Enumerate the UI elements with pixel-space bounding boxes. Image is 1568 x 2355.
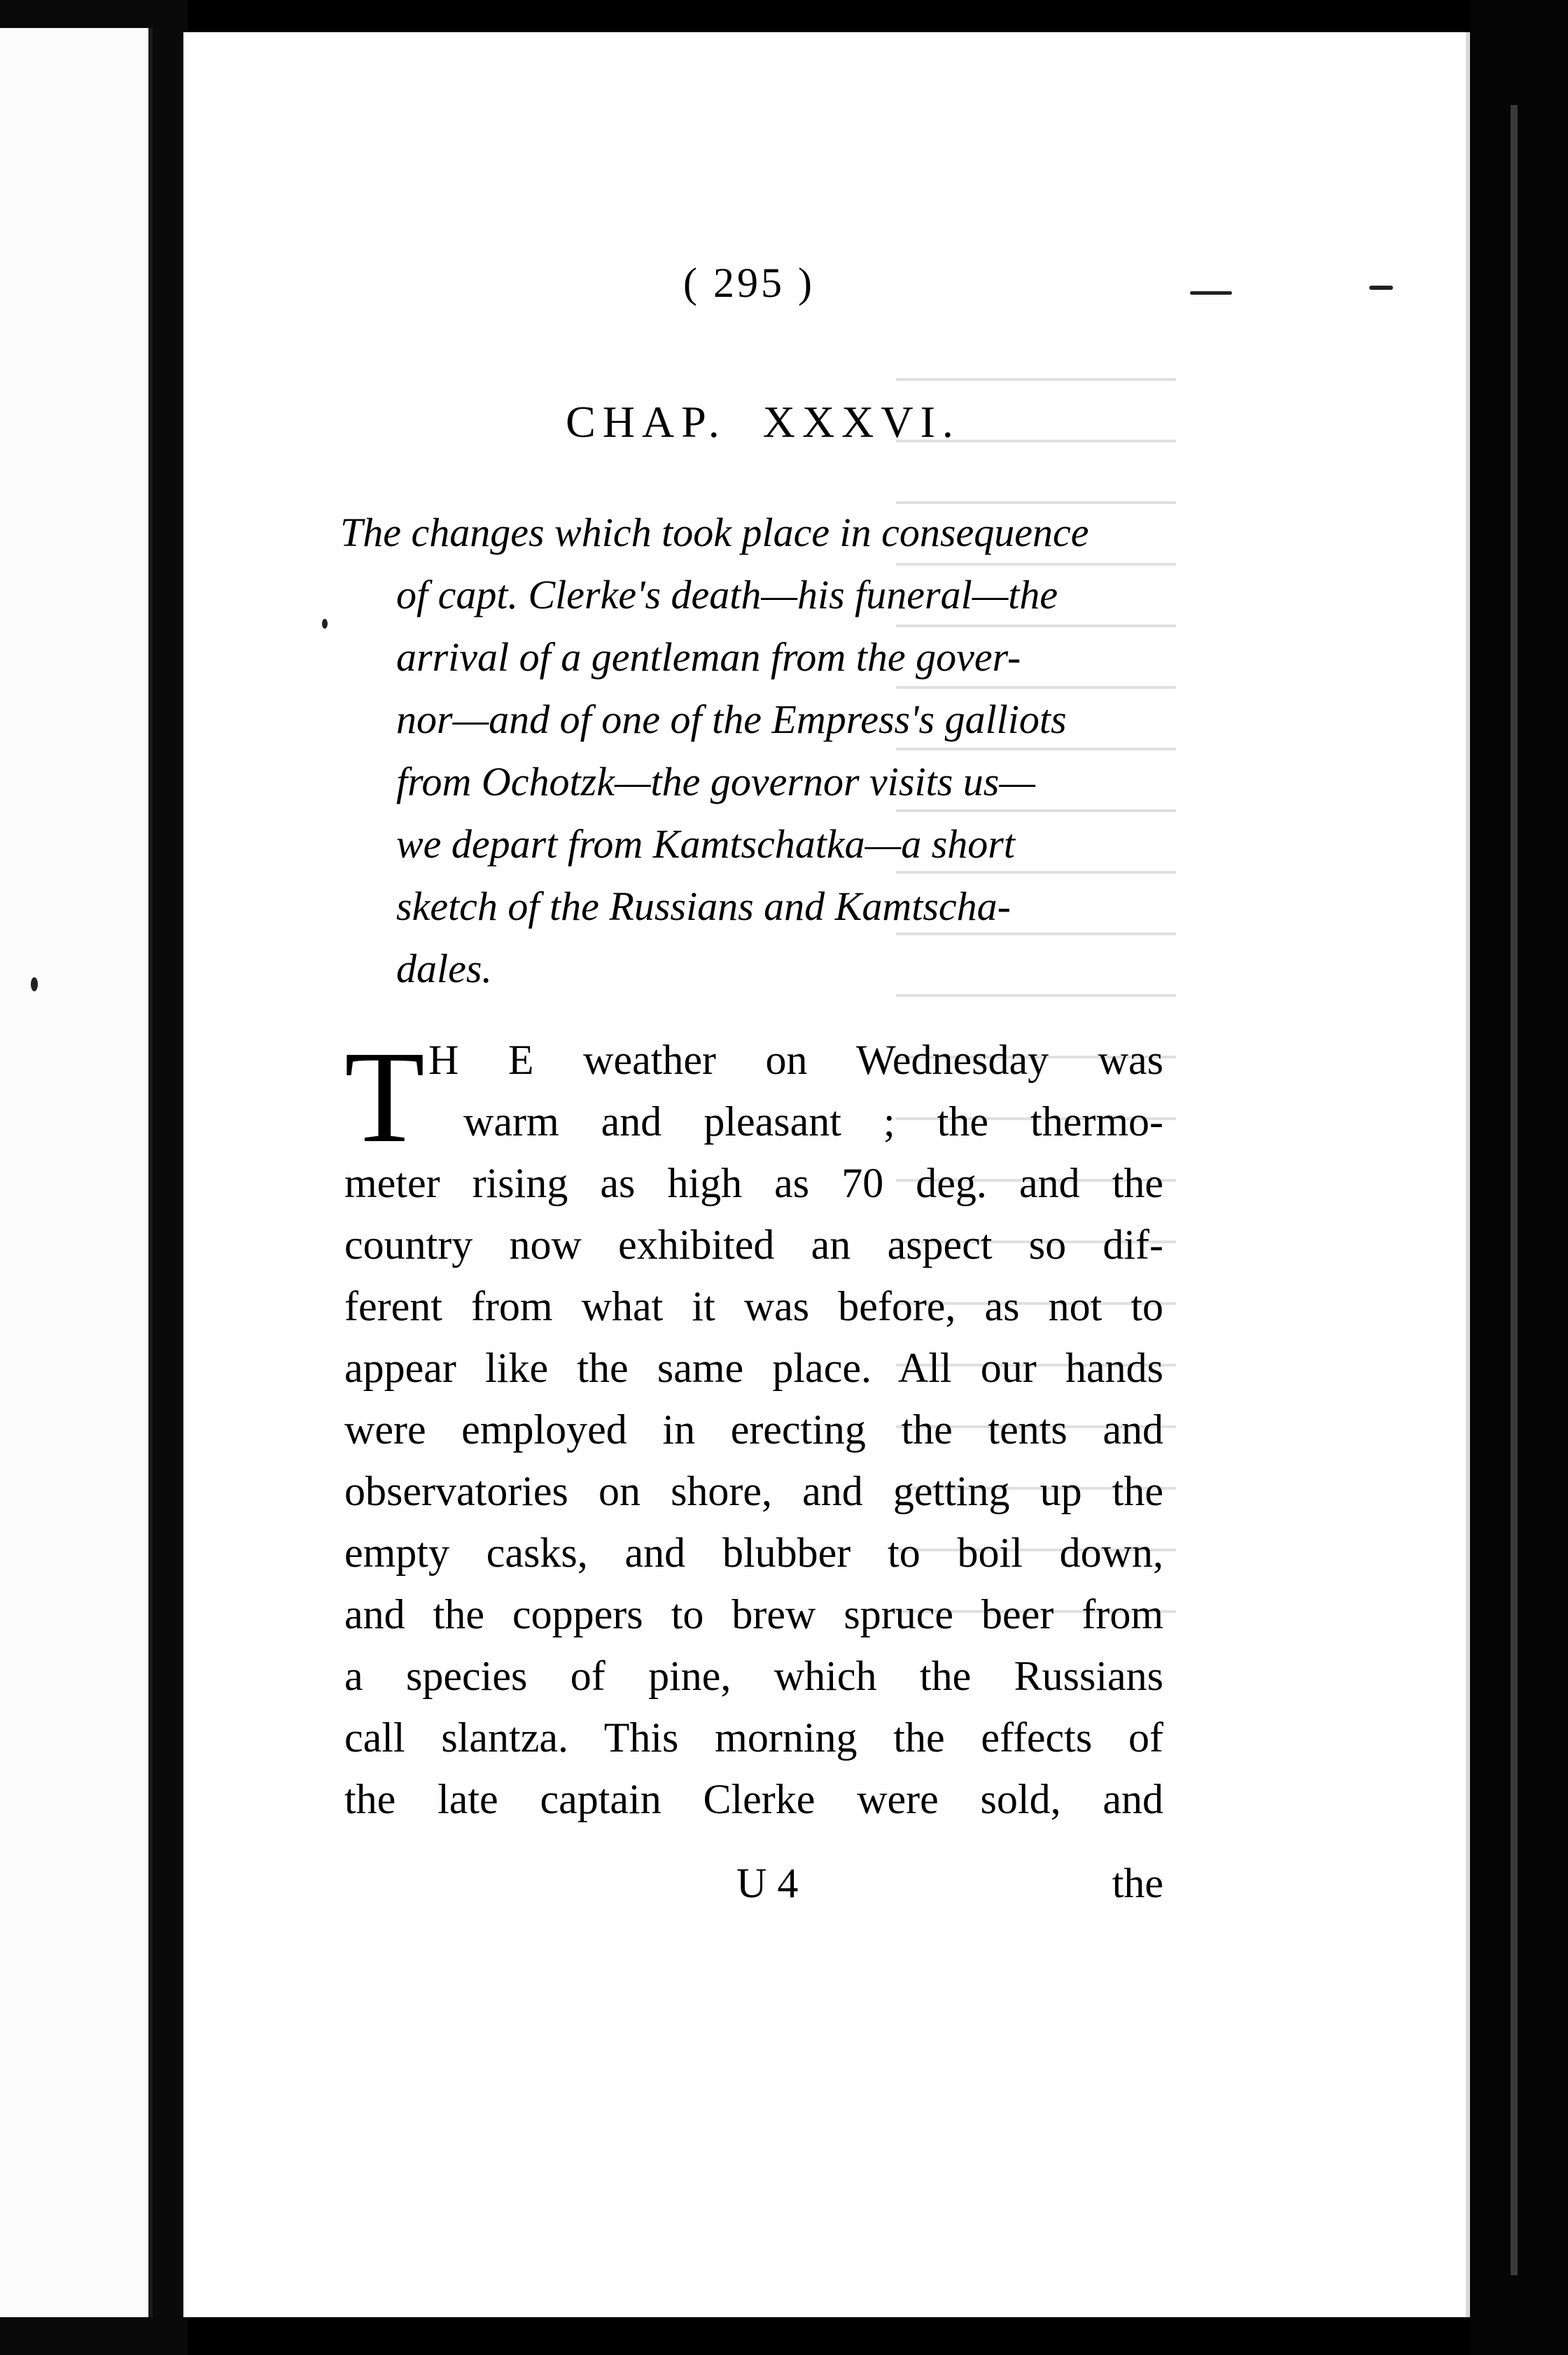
summary-line: sketch of the Russians and Kamtscha- xyxy=(396,883,1011,929)
chapter-heading: CHAP. XXXVI. xyxy=(566,397,960,447)
drop-cap: T xyxy=(344,1023,425,1170)
body-line: appear like the same place. All our hands xyxy=(344,1345,1163,1391)
catchword: the xyxy=(1112,1860,1163,1906)
body-line: meter rising as high as 70 deg. and the xyxy=(344,1160,1163,1206)
body-line: H E weather on Wednesday was xyxy=(428,1037,1163,1083)
body-line: warm and pleasant ; the thermo- xyxy=(463,1098,1163,1145)
ink-speck xyxy=(1369,286,1393,290)
body-paragraph xyxy=(344,1023,1163,1830)
summary-line: we depart from Kamtschatka—a short xyxy=(396,821,1015,867)
ink-speck xyxy=(31,977,38,991)
body-line: call slantza. This morning the effects of xyxy=(344,1714,1163,1761)
body-line: observatories on shore, and getting up the xyxy=(344,1468,1163,1514)
right-binding-edge xyxy=(1470,0,1568,2355)
summary-line: nor—and of one of the Empress's galliots xyxy=(396,697,1067,742)
body-line: country now exhibited an aspect so dif- xyxy=(344,1222,1163,1268)
body-line: a species of pine, which the Russians xyxy=(344,1653,1163,1699)
body-line: the late captain Clerke were sold, and xyxy=(344,1776,1163,1822)
body-line: empty casks, and blubber to boil down, xyxy=(344,1530,1163,1576)
body-line: and the coppers to brew spruce beer from xyxy=(344,1591,1163,1637)
page-number: ( 295 ) xyxy=(683,260,815,306)
previous-page-edge xyxy=(0,28,153,2317)
ink-speck xyxy=(1190,291,1232,295)
signature-mark: U 4 xyxy=(736,1860,799,1906)
summary-line: from Ochotzk—the governor visits us— xyxy=(396,759,1035,804)
summary-line: dales. xyxy=(396,946,492,991)
page-footer xyxy=(344,1859,1163,1915)
summary-line: of capt. Clerke's death—his funeral—the xyxy=(396,572,1058,617)
summary-line: arrival of a gentleman from the gover- xyxy=(396,634,1021,680)
summary-line: The changes which took place in consequence xyxy=(340,510,1089,555)
chapter-summary xyxy=(340,501,1159,1000)
body-line: were employed in erecting the tents and xyxy=(344,1406,1163,1453)
body-line: ferent from what it was before, as not to xyxy=(344,1283,1163,1329)
page-edge-strip xyxy=(1511,105,1518,2275)
ink-speck xyxy=(322,619,328,629)
